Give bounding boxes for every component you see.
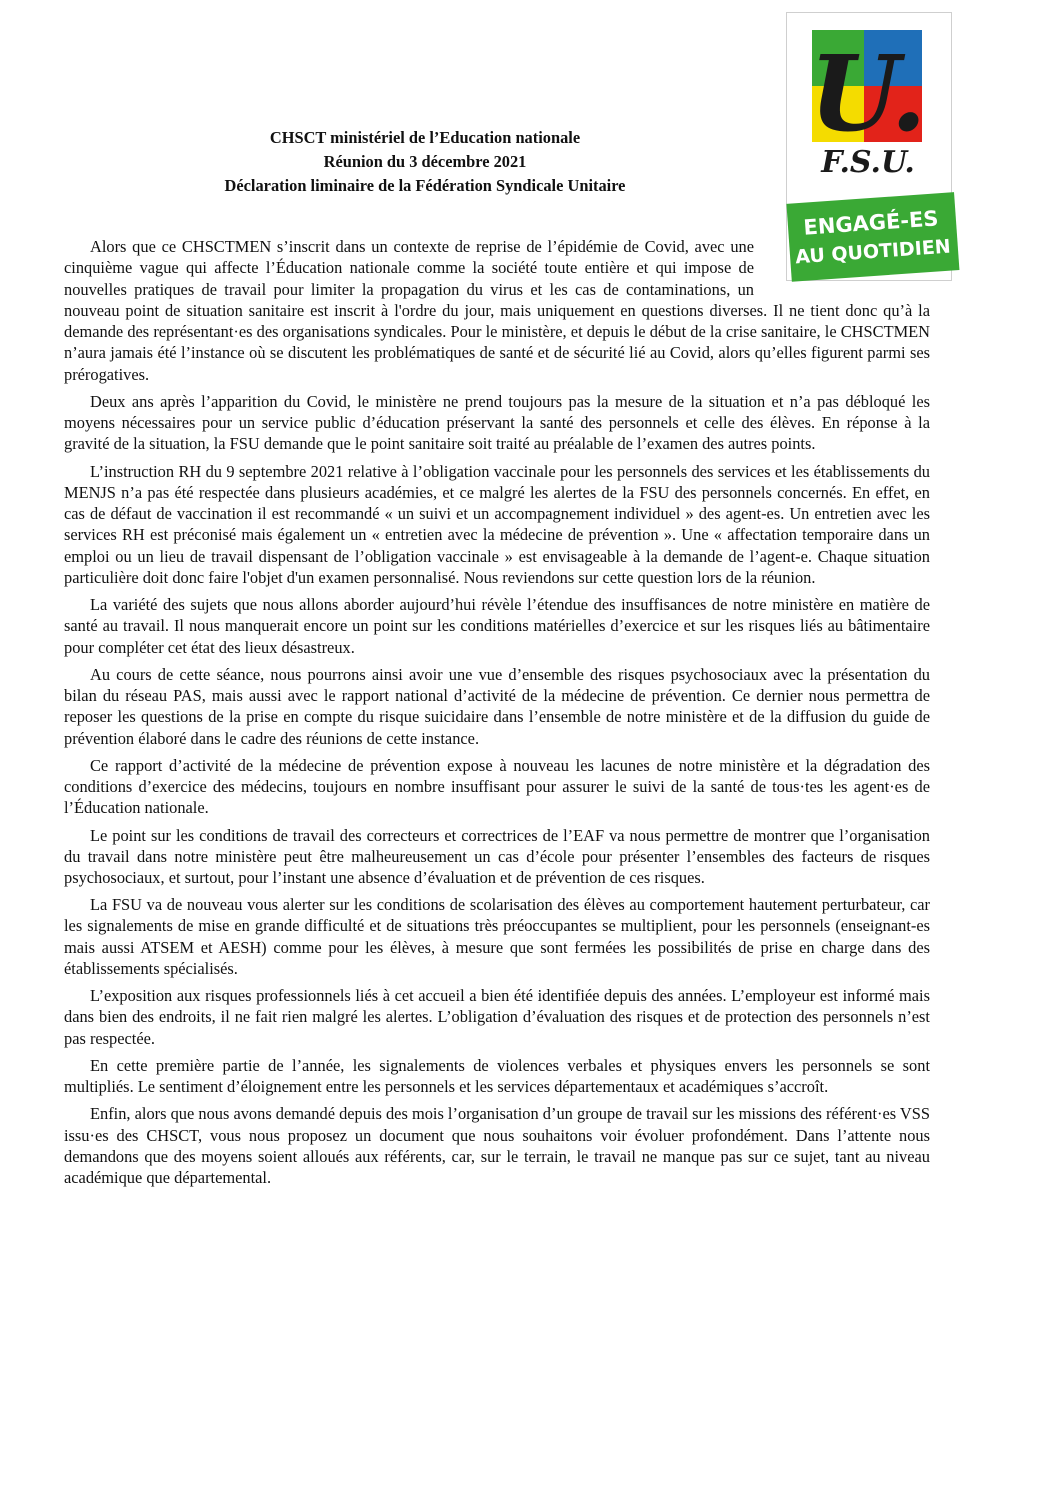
paragraph: Au cours de cette séance, nous pourrons ainsi avoir une vue d’ensemble des risques psychosociaux avec la présentation du bilan du réseau PAS, mais aussi avec le rapport national d’activité de la médecine de prévention. Ce dernier nous permettra de reposer les questions de la prise en compte du risque suicidaire dans l’ensemble de notre ministère et de la diffusion du guide de prévention élaboré dans le cadre des réunions de cette instance. [64, 664, 930, 748]
paragraph: L’exposition aux risques professionnels liés à cet accueil a bien été identifiée depuis des années. L’employeur est informé mais dans bien des endroits, il ne fait rien malgré les alertes. L’obligation d’évaluation des risques et de protection des personnels n’est pas respectée. [64, 986, 930, 1048]
paragraph: Le point sur les conditions de travail des correcteurs et correctrices de l’EAF va nous permettre de montrer que l’organisation du travail dans notre ministère peut être malheureusement un cas d’école pour présenter l’ensembles des facteurs de risques psychosociaux, et surtout, pour l’instant une absence d’évaluation et de prévention de ces risques. [64, 825, 930, 888]
document-body [64, 236, 930, 1194]
logo-wrap-spacer [754, 236, 930, 294]
paragraph: La FSU va de nouveau vous alerter sur les conditions de scolarisation des élèves au comportement hautement perturbateur, car les signalements de mise en grande difficulté et de situations très préoccupantes se multiplient, pour les personnels (enseignant-es mais aussi ATSEM et AESH) comme pour les élèves, à mesure que sont fermées les possibilités de prise en charge dans des établissements spécialisés. [64, 895, 930, 979]
paragraph: Deux ans après l’apparition du Covid, le ministère ne prend toujours pas la mesure de la situation et n’a pas débloqué les moyens nécessaires pour un service public d’éducation préservant la santé des personnels et celle des élèves. En réponse à la gravité de la situation, la FSU demande que le point sanitaire soit traité au préalable de l’examen des autres points. [64, 391, 930, 454]
logo-tagline-line1: ENGAGÉ-ES [802, 206, 940, 240]
title-line-committee: CHSCT ministériel de l’Education nationale [269, 128, 581, 147]
title-line-declaration: Déclaration liminaire de la Fédération Syndicale Unitaire [224, 176, 626, 195]
title-line-meeting-date: Réunion du 3 décembre 2021 [323, 152, 527, 171]
logo-letter-u: U. [809, 32, 927, 155]
paragraph: En cette première partie de l’année, les signalements de violences verbales et physiques envers les personnels se sont multipliés. Le sentiment d’éloignement entre les personnels et les services départementaux et académiques s’accroît. [64, 1055, 930, 1097]
paragraph: Enfin, alors que nous avons demandé depuis des mois l’organisation d’un groupe de travail sur les missions des référent·es VSS issu·es des CHSCT, vous nous proposez un document que nous souhaitons voir évoluer profondément. Dans l’attente nous demandons que des moyens soient alloués aux référents, car, sur le terrain, le travail ne manque pas sur ce sujet, tant au niveau académique que départemental. [64, 1104, 930, 1188]
paragraph: L’instruction RH du 9 septembre 2021 relative à l’obligation vaccinale pour les personnels des services et les établissements du MENJS n’a pas été respectée dans plusieurs académies, et ce malgré les alertes de la FSU des personnels concernés. En effet, en cas de défaut de vaccination il est recommandé « un suivi et un accompagnement individuel » des agent-es. Un entretien avec les services RH est préconisé mais également un « entretien avec la médecine de prévention ». Une « affectation temporaire dans un emploi ou un lieu de travail dispensant de l’obligation vaccinale » est envisageable à la demande de l’agent-e. Chaque situation particulière doit donc faire l'objet d'un examen personnalisé. Nous reviendons sur cette question lors de la réunion. [64, 461, 930, 588]
document-title [80, 126, 770, 198]
logo-acronym: F.S.U. [821, 145, 915, 180]
logo-tagline-line2: AU QUOTIDIEN [794, 235, 952, 269]
paragraph: La variété des sujets que nous allons aborder aujourd’hui révèle l’étendue des insuffisances de notre ministère en matière de santé au travail. Il nous manquerait encore un point sur les conditions matérielles d’exercice et sur les risques liés au bâtimentaire pour compléter cet état des lieux désastreux. [64, 595, 930, 657]
paragraph: Ce rapport d’activité de la médecine de prévention expose à nouveau les lacunes de notre ministère et la dégradation des conditions d’exercice des médecins, toujours en nombre insuffisant pour assurer le suivi de la santé de tous·tes les agent·es de l’Éducation nationale. [64, 755, 930, 818]
paragraph: Alors que ce CHSCTMEN s’inscrit dans un contexte de reprise de l’épidémie de Covid, avec une cinquième vague qui affecte l’Éducation nationale comme la société toute entière et qui impose de nouvelles pratiques de travail pour limiter la propagation du virus et les cas de contaminations, un nouveau point de situation sanitaire est inscrit à l'ordre du jour, mais uniquement en questions diverses. Il ne tient donc qu’à la demande des représentant·es des organisations syndicales. Pour le ministère, et depuis le début de la crise sanitaire, le CHSCTMEN n’aura jamais été l’instance où se discutent les problématiques de santé et de sécurité lié au Covid, alors qu’elles figurent parmi ses prérogatives. [64, 237, 930, 384]
